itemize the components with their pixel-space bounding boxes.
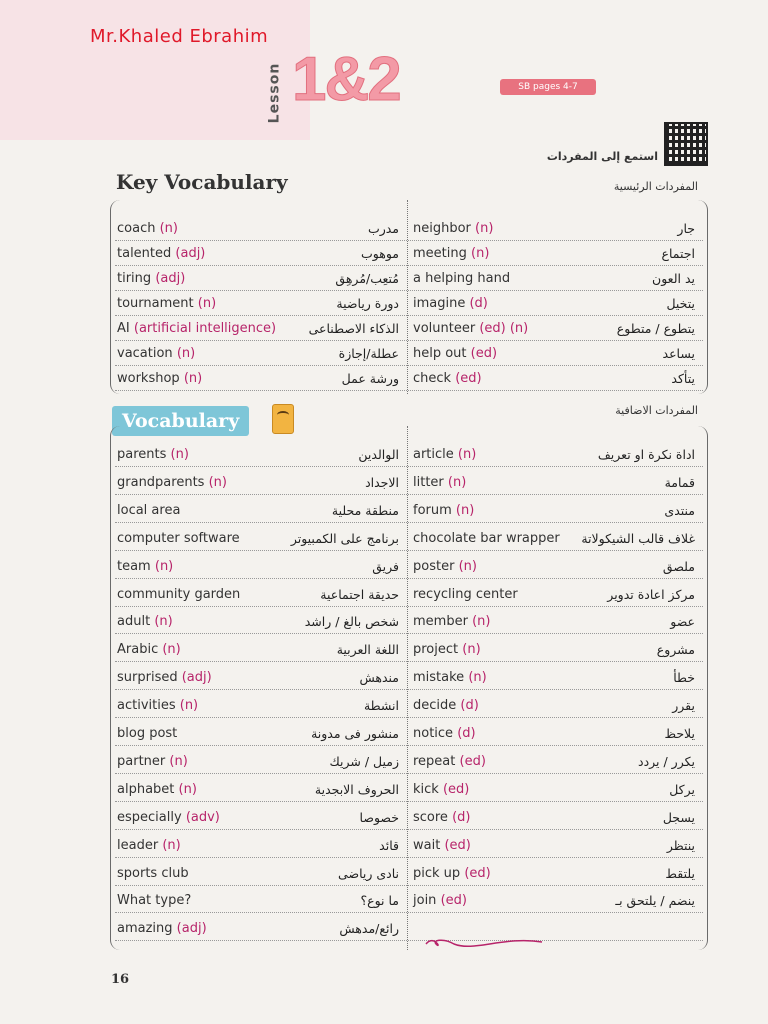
word-text: tiring [117, 271, 152, 286]
part-of-speech: (ed) [464, 865, 491, 881]
part-of-speech: (adv) [185, 809, 220, 825]
english-word [117, 559, 173, 574]
english-word [413, 346, 497, 361]
arabic-translation: مندهش [359, 670, 399, 686]
part-of-speech: (n) [183, 371, 203, 386]
vocab-entry [411, 803, 699, 829]
table-row [115, 339, 703, 366]
vocab-entry [115, 339, 403, 365]
arabic-translation: شخص بالغ / راشد [304, 614, 399, 630]
part-of-speech: (n) [178, 781, 197, 797]
word-text: vacation [117, 346, 173, 361]
word-text: especially [117, 809, 182, 825]
part-of-speech: (n) [176, 346, 196, 361]
table-row [115, 635, 703, 662]
vocab-entry [115, 289, 403, 315]
part-of-speech: (ed) [470, 346, 498, 361]
english-word [117, 221, 178, 236]
arabic-translation: يركل [669, 781, 695, 797]
english-word [413, 670, 487, 685]
vocab-entry [115, 524, 403, 550]
vocab-entry [115, 635, 403, 661]
vocab-entry [411, 552, 699, 578]
arabic-translation: اللغة العربية [336, 642, 399, 658]
word-text: article [413, 447, 454, 462]
vocab-entry [115, 364, 403, 390]
swirl-decoration-icon [424, 932, 544, 952]
word-text: alphabet [117, 781, 175, 797]
word-text: volunteer [413, 321, 476, 336]
arabic-translation: مركز اعادة تدوير [607, 586, 695, 602]
word-text: wait [413, 837, 441, 853]
arabic-translation: يتطوع / متطوع [616, 321, 695, 336]
vocab-entry [115, 440, 403, 466]
table-row [115, 214, 703, 241]
english-word [413, 614, 490, 629]
vocab-entry [115, 691, 403, 717]
vocabulary-title: Vocabulary [112, 406, 249, 436]
vocab-entry [411, 663, 699, 689]
arabic-translation: ملصق [662, 558, 695, 574]
vocab-entry [411, 314, 699, 340]
word-text: chocolate bar wrapper [413, 530, 560, 546]
word-text: imagine [413, 296, 466, 311]
lesson-word: Lesson [266, 62, 283, 124]
vocab-entry [115, 552, 403, 578]
arabic-translation: مُتعِب/مُرهِق [335, 271, 399, 286]
part-of-speech: (adj) [175, 246, 206, 261]
english-word [117, 271, 185, 286]
vocab-entry [115, 496, 403, 522]
arabic-translation: يلاحظ [664, 726, 695, 741]
table-row [115, 775, 703, 802]
part-of-speech: (n) [154, 614, 173, 630]
vocab-entry [411, 580, 699, 606]
arabic-translation: قمامة [664, 474, 695, 490]
table-row [115, 496, 703, 523]
english-word [413, 642, 481, 657]
table-row [115, 264, 703, 291]
english-word [117, 296, 216, 311]
part-of-speech: (n) [472, 614, 491, 630]
table-row [115, 239, 703, 266]
arabic-translation: منتدى [664, 502, 695, 518]
arabic-translation: يلتقط [665, 865, 695, 881]
vocab-entry [411, 364, 699, 390]
arabic-translation: زميل / شريك [329, 753, 399, 769]
english-word [117, 587, 240, 602]
word-text: project [413, 642, 459, 658]
part-of-speech: (n) [162, 642, 181, 658]
english-word [117, 346, 195, 361]
arabic-translation: موهوب [361, 246, 399, 261]
part-of-speech: (n) [208, 474, 227, 490]
word-text: parents [117, 447, 167, 462]
part-of-speech: (d) [457, 726, 476, 741]
english-word [413, 447, 476, 462]
word-text: repeat [413, 753, 456, 769]
english-word [413, 531, 560, 546]
vocabulary-title-ar: المفردات الاضافية [615, 404, 698, 417]
part-of-speech: (ed) [442, 781, 470, 797]
part-of-speech: (adj) [181, 670, 212, 686]
table-row [115, 580, 703, 607]
word-text: team [117, 558, 151, 574]
word-text: coach [117, 221, 156, 236]
word-text: workshop [117, 371, 180, 386]
word-text: neighbor [413, 221, 471, 236]
part-of-speech: (ed) [440, 893, 467, 909]
word-text: decide [413, 698, 457, 714]
arabic-translation: قائد [379, 837, 399, 853]
vocab-entry [115, 468, 403, 494]
vocab-entry [411, 859, 699, 885]
arabic-translation: دورة رياضية [336, 296, 399, 311]
vocab-entry [411, 747, 699, 773]
english-word [117, 503, 180, 518]
vocab-entry [115, 719, 403, 745]
table-row [115, 719, 703, 746]
vocab-entry [115, 831, 403, 857]
part-of-speech: (ed) [455, 371, 482, 386]
arabic-translation: يساعد [662, 346, 695, 361]
arabic-translation: غلاف قالب الشيكولاتة [581, 530, 695, 546]
vocab-entry [411, 214, 699, 240]
word-text: activities [117, 698, 176, 714]
part-of-speech: (n) [468, 670, 487, 686]
sb-pages-badge: SB pages 4-7 [500, 79, 596, 95]
english-word [117, 782, 197, 797]
part-of-speech: (n) [154, 558, 174, 574]
english-word [413, 866, 491, 881]
word-text: a helping hand [413, 271, 511, 286]
word-text: community garden [117, 586, 241, 602]
author-name: Mr.Khaled Ebrahim [90, 26, 269, 47]
part-of-speech: (n) [197, 296, 217, 311]
word-text: adult [117, 614, 151, 630]
part-of-speech: (adj) [176, 921, 207, 937]
vocab-entry [115, 580, 403, 606]
vocab-entry [115, 803, 403, 829]
english-word [413, 475, 466, 490]
arabic-translation: مدرب [367, 221, 399, 236]
arabic-translation: الوالدين [358, 447, 399, 462]
table-row [115, 607, 703, 634]
arabic-translation: برنامج على الكمبيوتر [290, 530, 399, 546]
vocab-entry [115, 886, 403, 912]
word-text: litter [413, 474, 444, 490]
table-row [115, 314, 703, 341]
table-row [115, 364, 703, 391]
vocab-entry [115, 663, 403, 689]
part-of-speech: (n) [458, 558, 477, 574]
part-of-speech: (n) [455, 502, 475, 518]
key-vocabulary-title-ar: المفردات الرئيسية [613, 180, 698, 193]
word-text: mistake [413, 670, 465, 686]
english-word [117, 670, 212, 685]
arabic-translation: اجتماع [661, 246, 695, 261]
arabic-translation: يتأكد [671, 371, 695, 386]
table-row [115, 524, 703, 551]
english-word [117, 246, 205, 261]
word-text: score [413, 809, 448, 825]
english-word [117, 614, 173, 629]
lesson-number: 1&2 [292, 45, 400, 114]
part-of-speech: (adj) [155, 271, 186, 286]
table-row [115, 803, 703, 830]
vocab-entry [411, 264, 699, 290]
arabic-translation: يتخيل [666, 296, 695, 311]
arabic-translation: يقرر [672, 698, 695, 714]
part-of-speech: (artificial intelligence) [133, 321, 277, 336]
word-text: meeting [413, 246, 467, 261]
arabic-translation: ما نوع؟ [360, 893, 399, 909]
part-of-speech: (ed) [459, 753, 486, 769]
vocab-entry [115, 775, 403, 801]
page-number: 16 [111, 972, 130, 987]
word-text: Arabic [117, 642, 159, 658]
vocab-entry [411, 524, 699, 550]
arabic-translation: منطقة محلية [331, 502, 399, 518]
vocab-entry [411, 719, 699, 745]
word-text: talented [117, 246, 172, 261]
vocab-entry [411, 691, 699, 717]
english-word [117, 893, 191, 908]
table-row [115, 831, 703, 858]
part-of-speech: (n) [179, 698, 199, 714]
arabic-translation: حديقة اجتماعية [320, 586, 399, 602]
vocab-entry [115, 239, 403, 265]
vocab-entry [411, 831, 699, 857]
arabic-translation: فريق [372, 558, 399, 574]
part-of-speech: (n) [169, 753, 188, 769]
part-of-speech: (n) [462, 642, 481, 658]
key-vocabulary-table [110, 200, 708, 394]
table-row [115, 914, 703, 941]
listen-label: استمع إلى المفردات [546, 150, 658, 163]
table-row [115, 691, 703, 718]
english-word [117, 698, 198, 713]
english-word [413, 726, 476, 741]
word-text: check [413, 371, 452, 386]
word-text: grandparents [117, 474, 205, 490]
english-word [413, 271, 510, 286]
arabic-translation: عضو [670, 614, 695, 630]
vocab-entry [411, 289, 699, 315]
english-word [413, 221, 493, 236]
qr-code-icon[interactable] [664, 122, 708, 166]
table-row [115, 747, 703, 774]
english-word [413, 893, 467, 908]
vocab-entry [115, 214, 403, 240]
vocab-entry [411, 468, 699, 494]
word-text: blog post [117, 726, 178, 741]
vocab-entry [115, 607, 403, 633]
table-row [115, 289, 703, 316]
part-of-speech: (ed) (n) [479, 321, 529, 336]
english-word [117, 642, 181, 657]
english-word [117, 754, 188, 769]
vocab-entry [115, 914, 403, 940]
english-word [117, 475, 227, 490]
arabic-translation: جار [677, 221, 695, 236]
word-text: tournament [117, 296, 194, 311]
word-text: surprised [117, 670, 178, 686]
english-word [117, 866, 189, 881]
arabic-translation: الاجداد [365, 474, 399, 490]
word-text: sports club [117, 865, 189, 881]
arabic-translation: ينضم / يلتحق بـ [615, 893, 695, 909]
english-word [117, 371, 202, 386]
arabic-translation: يكرر / يردد [638, 753, 695, 769]
vocab-entry [115, 264, 403, 290]
word-text: help out [413, 346, 467, 361]
vocab-entry [411, 339, 699, 365]
table-row [115, 663, 703, 690]
english-word [413, 754, 486, 769]
arabic-translation: الحروف الابجدية [314, 781, 399, 797]
english-word [413, 246, 489, 261]
english-word [117, 531, 240, 546]
word-text: forum [413, 502, 452, 518]
english-word [413, 371, 482, 386]
arabic-translation: خطأ [673, 670, 695, 686]
english-word [413, 503, 474, 518]
english-word [117, 838, 181, 853]
vocab-entry [411, 635, 699, 661]
vocab-entry [411, 886, 699, 912]
english-word [413, 838, 471, 853]
vocab-entry [411, 239, 699, 265]
arabic-translation: الذكاء الاصطناعى [308, 321, 399, 336]
part-of-speech: (d) [460, 698, 479, 714]
arabic-translation: مشروع [656, 642, 695, 658]
vocab-entry [411, 775, 699, 801]
english-word [413, 782, 469, 797]
word-text: local area [117, 502, 181, 518]
word-text: poster [413, 558, 455, 574]
arabic-translation: منشور فى مدونة [311, 726, 399, 741]
word-text: What type? [117, 893, 192, 909]
word-text: amazing [117, 921, 173, 937]
word-text: notice [413, 726, 454, 741]
english-word [117, 810, 220, 825]
arabic-translation: انشطة [363, 698, 399, 714]
part-of-speech: (n) [159, 221, 178, 236]
word-text: pick up [413, 865, 461, 881]
vocab-entry [115, 314, 403, 340]
english-word [413, 559, 477, 574]
english-word [413, 296, 488, 311]
part-of-speech: (d) [452, 809, 471, 825]
english-word [117, 447, 189, 462]
part-of-speech: (n) [471, 246, 490, 261]
arabic-translation: اداة نكرة او تعريف [597, 447, 695, 462]
word-text: recycling center [413, 586, 518, 602]
arabic-translation: عطلة/إجازة [338, 346, 399, 361]
part-of-speech: (n) [475, 221, 494, 236]
table-row [115, 859, 703, 886]
part-of-speech: (n) [447, 474, 467, 490]
word-text: partner [117, 753, 166, 769]
arabic-translation: يسجل [662, 809, 695, 825]
english-word [117, 921, 207, 936]
lesson-label [262, 60, 286, 126]
part-of-speech: (d) [469, 296, 488, 311]
table-row [115, 440, 703, 467]
table-row [115, 468, 703, 495]
part-of-speech: (n) [170, 447, 189, 462]
vocabulary-table [110, 426, 708, 950]
english-word [413, 321, 528, 336]
part-of-speech: (ed) [444, 837, 471, 853]
word-text: leader [117, 837, 159, 853]
vocab-entry [411, 496, 699, 522]
english-word [413, 810, 470, 825]
english-word [413, 698, 479, 713]
vocab-entry [115, 859, 403, 885]
word-text: join [413, 893, 437, 909]
arabic-translation: رائع/مدهش [339, 921, 399, 937]
arabic-translation: خصوصا [359, 809, 399, 825]
vocab-entry [411, 440, 699, 466]
vocab-entry [115, 747, 403, 773]
part-of-speech: (n) [457, 447, 477, 462]
word-text: kick [413, 781, 439, 797]
word-text: computer software [117, 530, 240, 546]
english-word [413, 587, 518, 602]
vocab-entry [411, 607, 699, 633]
english-word [117, 321, 276, 336]
table-row [115, 886, 703, 913]
key-vocabulary-title: Key Vocabulary [116, 170, 288, 194]
part-of-speech: (n) [162, 837, 181, 853]
arabic-translation: يد العون [652, 271, 695, 286]
table-row [115, 552, 703, 579]
arabic-translation: نادى رياضى [338, 865, 399, 881]
word-text: member [413, 614, 468, 630]
arabic-translation: ورشة عمل [341, 371, 399, 386]
arabic-translation: ينتظر [666, 837, 695, 853]
english-word [117, 726, 177, 741]
word-text: AI [117, 321, 130, 336]
